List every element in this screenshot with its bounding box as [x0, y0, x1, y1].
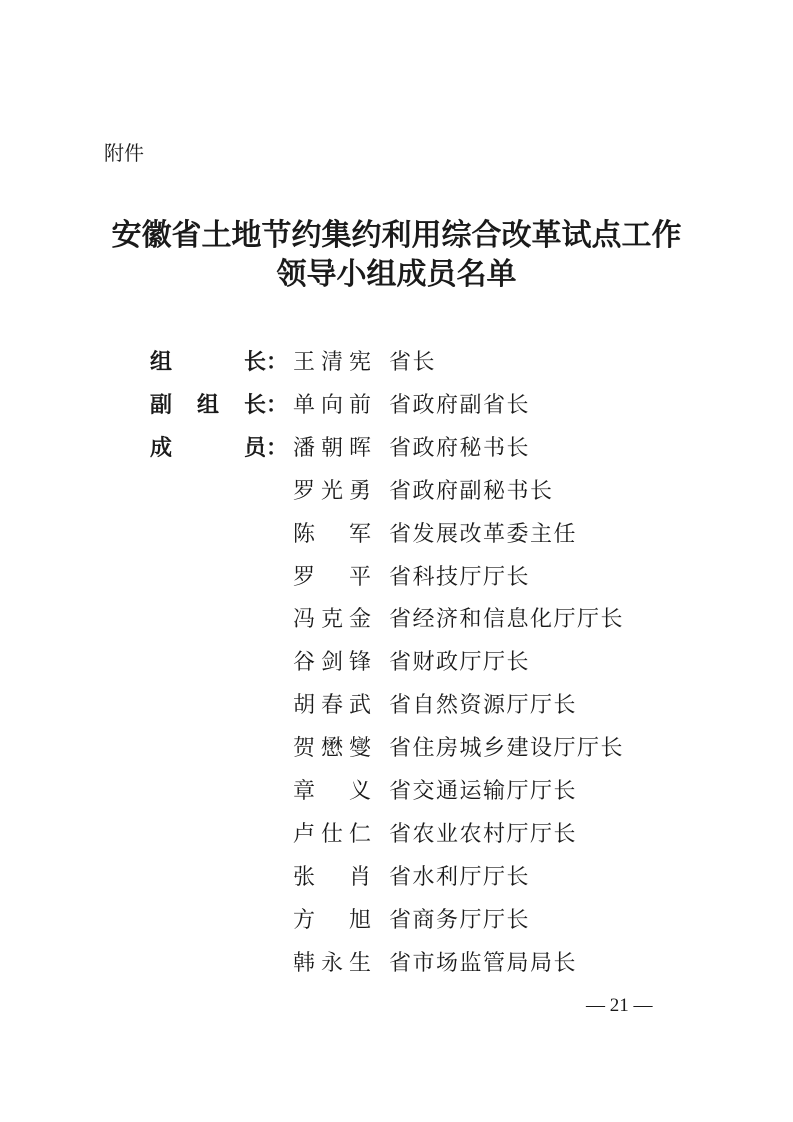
role-label-leader	[150, 348, 266, 378]
member-name-char: 单	[293, 393, 316, 418]
member-name	[293, 391, 371, 421]
role-label-char: 长	[243, 393, 266, 418]
member-name-char: 卢	[293, 822, 316, 847]
member-name-char: 方	[293, 908, 316, 933]
role-label-char: 副	[150, 393, 173, 418]
member-name	[293, 820, 371, 850]
member-name-char: 克	[320, 607, 343, 632]
member-name-char: 锋	[348, 650, 371, 675]
role-label-deputy-leader	[150, 391, 266, 421]
member-name-char: 张	[293, 865, 316, 890]
member-position: 省发展改革委主任	[389, 522, 578, 547]
member-position: 省交通运输厅厅长	[389, 779, 578, 804]
member-name-char: 向	[320, 393, 343, 418]
member-name-char: 罗	[293, 565, 316, 590]
member-name-char: 贺	[293, 736, 316, 761]
member-name-char: 谷	[293, 650, 316, 675]
member-position: 省经济和信息化厅厅长	[389, 607, 625, 632]
member-name-char: 军	[348, 522, 371, 547]
attachment-label: 附件	[104, 141, 144, 165]
member-name-char: 义	[348, 779, 371, 804]
role-colon: ：	[266, 350, 289, 375]
member-position: 省财政厅厅长	[389, 650, 531, 675]
member-name-char: 晖	[348, 436, 371, 461]
role-colon: ：	[266, 436, 289, 461]
member-name-char: 韩	[293, 951, 316, 976]
member-name-char: 王	[293, 350, 316, 375]
member-name	[293, 691, 371, 721]
member-position: 省科技厅厅长	[389, 565, 531, 590]
role-label-char: 员	[243, 436, 266, 461]
member-position: 省市场监管局局长	[389, 951, 578, 976]
member-name-char: 旭	[348, 908, 371, 933]
member-name-char: 清	[320, 350, 343, 375]
member-name-char: 冯	[293, 607, 316, 632]
member-name-char: 春	[320, 693, 343, 718]
member-name	[293, 520, 371, 550]
role-label-char: 组	[196, 393, 219, 418]
member-name	[293, 906, 371, 936]
member-name-char: 平	[348, 565, 371, 590]
member-position: 省政府秘书长	[389, 436, 531, 461]
member-name	[293, 648, 371, 678]
member-name-char: 剑	[320, 650, 343, 675]
member-name-char: 仁	[348, 822, 371, 847]
member-position: 省农业农村厅厅长	[389, 822, 578, 847]
role-label-members	[150, 434, 266, 464]
role-label-char: 组	[150, 350, 173, 375]
member-name-char: 燮	[348, 736, 371, 761]
document-title-line-2: 领导小组成员名单	[276, 257, 517, 292]
member-name-char: 光	[320, 479, 343, 504]
member-name-char: 潘	[293, 436, 316, 461]
member-name-char: 金	[348, 607, 371, 632]
member-position: 省自然资源厅厅长	[389, 693, 578, 718]
member-position: 省政府副省长	[389, 393, 531, 418]
member-name-char: 勇	[348, 479, 371, 504]
member-name-char: 生	[348, 951, 371, 976]
member-position: 省政府副秘书长	[389, 479, 554, 504]
member-name-char: 仕	[320, 822, 343, 847]
member-name-char: 宪	[348, 350, 371, 375]
role-colon: ：	[266, 393, 289, 418]
member-name	[293, 434, 371, 464]
member-name-char: 陈	[293, 522, 316, 547]
role-label-char: 长	[243, 350, 266, 375]
member-name-char: 章	[293, 779, 316, 804]
page-number: — 21 —	[586, 995, 653, 1016]
member-name-char: 肖	[348, 865, 371, 890]
member-name	[293, 563, 371, 593]
member-position: 省水利厅厅长	[389, 865, 531, 890]
member-name-char: 胡	[293, 693, 316, 718]
member-name-char: 武	[348, 693, 371, 718]
member-name	[293, 777, 371, 807]
member-name-char: 前	[348, 393, 371, 418]
document-title-line-1: 安徽省土地节约集约利用综合改革试点工作	[111, 218, 682, 253]
member-name	[293, 348, 371, 378]
member-name-char: 永	[320, 951, 343, 976]
member-name-char: 朝	[320, 436, 343, 461]
member-position: 省商务厅厅长	[389, 908, 531, 933]
member-name	[293, 949, 371, 979]
role-label-char: 成	[150, 436, 173, 461]
member-name-char: 罗	[293, 479, 316, 504]
member-position: 省住房城乡建设厅厅长	[389, 736, 625, 761]
member-name-char: 懋	[320, 736, 343, 761]
member-name	[293, 477, 371, 507]
member-name	[293, 863, 371, 893]
member-name	[293, 734, 371, 764]
member-name	[293, 605, 371, 635]
member-position: 省长	[389, 350, 437, 375]
